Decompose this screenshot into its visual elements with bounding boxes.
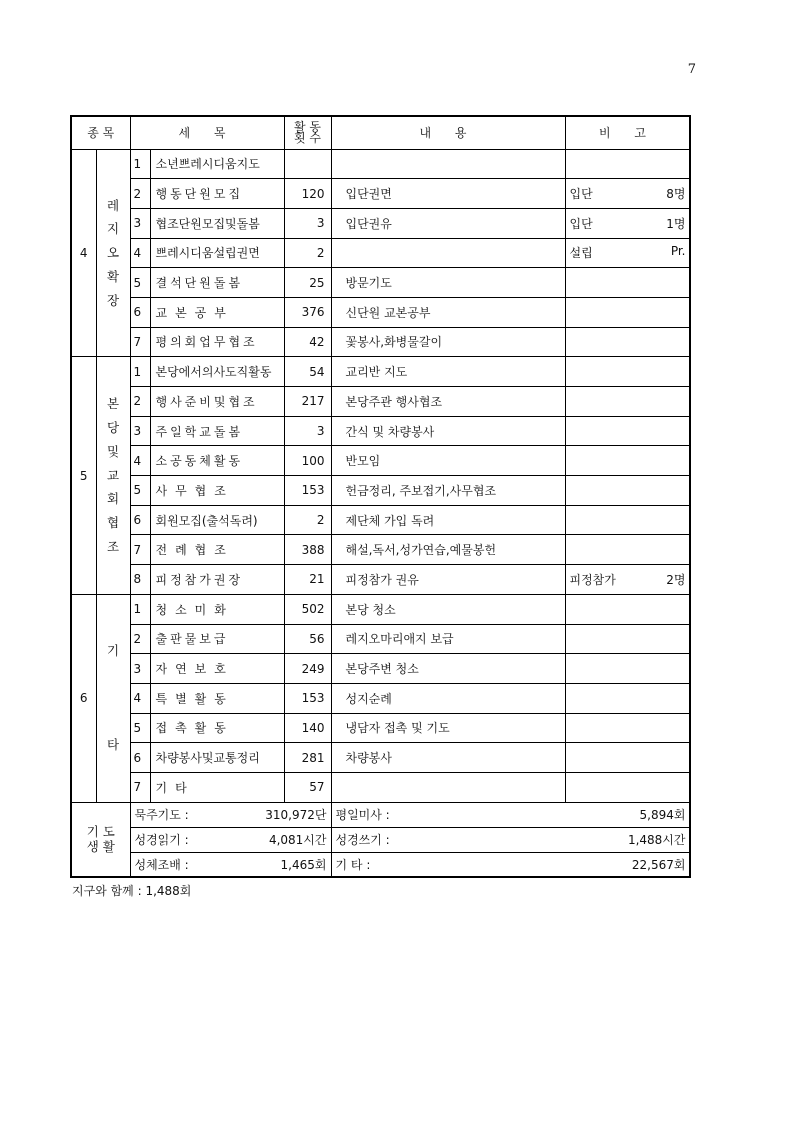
table-row xyxy=(71,179,690,209)
row-note xyxy=(565,772,690,802)
row-count: 2 xyxy=(284,238,331,268)
row-item: 차량봉사및교통정리 xyxy=(150,743,284,773)
row-item: 행동단원모집 xyxy=(150,179,284,209)
table-row xyxy=(71,387,690,417)
row-number: 4 xyxy=(130,446,150,476)
summary-cell xyxy=(331,852,690,877)
row-note xyxy=(565,179,690,209)
row-note xyxy=(565,683,690,713)
note-left: 설립 xyxy=(569,246,593,261)
summary-cell-value: 1,488시간 xyxy=(627,833,686,848)
row-note xyxy=(565,713,690,743)
summary-row xyxy=(71,852,690,877)
row-note xyxy=(565,654,690,684)
summary-label-line: 생 활 xyxy=(86,839,115,855)
table-row xyxy=(71,772,690,802)
row-note-inner xyxy=(570,244,686,261)
row-number: 2 xyxy=(130,624,150,654)
table-row xyxy=(71,446,690,476)
table-row xyxy=(71,268,690,298)
row-note-inner xyxy=(570,185,686,202)
section-label-char: 당 xyxy=(106,420,120,436)
row-number: 6 xyxy=(130,297,150,327)
section-label-char: 본 xyxy=(106,396,120,412)
table-row xyxy=(71,743,690,773)
row-note xyxy=(565,268,690,298)
row-number: 8 xyxy=(130,565,150,595)
table-row xyxy=(71,565,690,595)
row-content: 방문기도 xyxy=(331,268,565,298)
section-label xyxy=(96,149,130,357)
header-note: 비 고 xyxy=(565,116,690,149)
table-row xyxy=(71,238,690,268)
row-number: 6 xyxy=(130,743,150,773)
row-count: 57 xyxy=(284,772,331,802)
table-row xyxy=(71,683,690,713)
summary-cell-inner xyxy=(135,806,327,823)
row-count: 3 xyxy=(284,208,331,238)
row-note xyxy=(565,565,690,595)
section-label-char: 및 xyxy=(106,443,120,459)
section-label-char: 협 xyxy=(106,515,120,531)
section-label-char: 타 xyxy=(106,737,120,753)
section-label-char: 레 xyxy=(106,197,120,213)
summary-cell xyxy=(331,827,690,852)
note-right: 8명 xyxy=(666,187,686,202)
note-left: 입단 xyxy=(569,187,593,202)
header-row xyxy=(71,116,690,149)
row-count: 281 xyxy=(284,743,331,773)
row-note xyxy=(565,387,690,417)
row-note xyxy=(565,297,690,327)
section-label-char: 교 xyxy=(106,467,120,483)
section-label xyxy=(96,357,130,595)
summary-cell xyxy=(130,827,331,852)
row-number: 3 xyxy=(130,654,150,684)
section-label-char: 확 xyxy=(106,268,120,284)
row-count: 153 xyxy=(284,476,331,506)
row-note xyxy=(565,446,690,476)
row-content: 꽃봉사,화병물갈이 xyxy=(331,327,565,357)
row-count: 25 xyxy=(284,268,331,298)
row-item: 청소미화 xyxy=(150,594,284,624)
row-number: 7 xyxy=(130,535,150,565)
row-number: 4 xyxy=(130,683,150,713)
section-label-char: 기 xyxy=(106,643,120,659)
summary-cell-label: 묵주기도 : xyxy=(134,808,189,823)
table-row xyxy=(71,624,690,654)
row-item: 교본공부 xyxy=(150,297,284,327)
row-item: 자연보호 xyxy=(150,654,284,684)
summary-row xyxy=(71,827,690,852)
row-note-inner xyxy=(570,215,686,232)
header-item: 세 목 xyxy=(130,116,284,149)
section-label-char: 조 xyxy=(106,538,120,554)
row-content: 헌금정리, 주보접기,사무협조 xyxy=(331,476,565,506)
table-row xyxy=(71,476,690,506)
summary-row xyxy=(71,802,690,827)
row-content: 해설,독서,성가연습,예물봉헌 xyxy=(331,535,565,565)
row-count: 2 xyxy=(284,505,331,535)
summary-cell-inner xyxy=(336,806,686,823)
row-item: 기타 xyxy=(150,772,284,802)
row-note xyxy=(565,238,690,268)
section-label-char: 회 xyxy=(106,491,120,507)
row-number: 7 xyxy=(130,772,150,802)
row-count: 249 xyxy=(284,654,331,684)
row-item: 피정참가권장 xyxy=(150,565,284,595)
summary-cell xyxy=(130,852,331,877)
summary-cell xyxy=(331,802,690,827)
note-left: 피정참가 xyxy=(569,572,616,587)
summary-cell xyxy=(130,802,331,827)
row-count: 3 xyxy=(284,416,331,446)
row-note xyxy=(565,594,690,624)
row-note xyxy=(565,535,690,565)
summary-cell-value: 1,465회 xyxy=(280,857,327,872)
row-content: 본당 청소 xyxy=(331,594,565,624)
row-count xyxy=(284,149,331,179)
row-count: 42 xyxy=(284,327,331,357)
summary-cell-inner xyxy=(135,831,327,848)
row-note xyxy=(565,476,690,506)
row-count: 140 xyxy=(284,713,331,743)
summary-cell-value: 22,567회 xyxy=(631,857,686,872)
row-note xyxy=(565,357,690,387)
row-note-inner xyxy=(570,571,686,588)
summary-cell-label: 성경읽기 : xyxy=(134,833,189,848)
row-content: 신단원 교본공부 xyxy=(331,297,565,327)
note-left: 입단 xyxy=(569,216,593,231)
section-label-char: 지 xyxy=(106,221,120,237)
row-note xyxy=(565,624,690,654)
row-item: 소공동체활동 xyxy=(150,446,284,476)
note-right: Pr. xyxy=(670,244,686,259)
row-content: 냉담자 접촉 및 기도 xyxy=(331,713,565,743)
row-number: 6 xyxy=(130,505,150,535)
note-right: 1명 xyxy=(666,216,686,231)
row-content xyxy=(331,772,565,802)
row-count: 100 xyxy=(284,446,331,476)
activity-report-table xyxy=(70,115,691,878)
table-row xyxy=(71,594,690,624)
header-content: 내 용 xyxy=(331,116,565,149)
section-label-char: 장 xyxy=(106,292,120,308)
header-count-line1: 활 동 xyxy=(294,119,321,134)
summary-cell-inner xyxy=(336,856,686,873)
row-content: 피정참가 권유 xyxy=(331,565,565,595)
header-count-line2: 횟 수 xyxy=(294,130,321,145)
row-count: 120 xyxy=(284,179,331,209)
table-row xyxy=(71,535,690,565)
header-count xyxy=(284,116,331,149)
row-note xyxy=(565,327,690,357)
row-item: 결석단원돌봄 xyxy=(150,268,284,298)
row-content xyxy=(331,238,565,268)
row-content: 본당주변 청소 xyxy=(331,654,565,684)
row-item: 접촉활동 xyxy=(150,713,284,743)
table-row xyxy=(71,327,690,357)
table-row xyxy=(71,505,690,535)
row-count: 376 xyxy=(284,297,331,327)
summary-cell-label: 기 타 : xyxy=(335,857,371,872)
row-number: 5 xyxy=(130,476,150,506)
page-number: 7 xyxy=(687,62,696,77)
row-content: 입단권유 xyxy=(331,208,565,238)
summary-cell-inner xyxy=(135,856,327,873)
row-item: 출판물보급 xyxy=(150,624,284,654)
footer-note: 지구와 함께 : 1,488회 xyxy=(72,884,192,898)
row-item: 전례협조 xyxy=(150,535,284,565)
row-item: 본당에서의사도직활동 xyxy=(150,357,284,387)
summary-cell-value: 310,972단 xyxy=(265,808,327,823)
row-note xyxy=(565,149,690,179)
row-content: 반모임 xyxy=(331,446,565,476)
section-label xyxy=(96,594,130,802)
row-number: 2 xyxy=(130,387,150,417)
row-count: 217 xyxy=(284,387,331,417)
section-number: 4 xyxy=(71,149,96,357)
row-number: 2 xyxy=(130,179,150,209)
row-note xyxy=(565,505,690,535)
row-content: 간식 및 차량봉사 xyxy=(331,416,565,446)
row-note xyxy=(565,743,690,773)
row-item: 회원모집(출석독려) xyxy=(150,505,284,535)
row-count: 502 xyxy=(284,594,331,624)
summary-cell-value: 4,081시간 xyxy=(268,833,327,848)
summary-cell-value: 5,894회 xyxy=(639,808,686,823)
row-number: 7 xyxy=(130,327,150,357)
row-number: 1 xyxy=(130,357,150,387)
summary-label xyxy=(71,802,130,877)
row-content: 교리반 지도 xyxy=(331,357,565,387)
row-count: 56 xyxy=(284,624,331,654)
row-number: 4 xyxy=(130,238,150,268)
row-content: 본당주관 행사협조 xyxy=(331,387,565,417)
row-content: 차량봉사 xyxy=(331,743,565,773)
row-note xyxy=(565,416,690,446)
table-row xyxy=(71,654,690,684)
row-number: 3 xyxy=(130,416,150,446)
row-count: 153 xyxy=(284,683,331,713)
row-item: 사무협조 xyxy=(150,476,284,506)
table-row xyxy=(71,149,690,179)
row-item: 주일학교돌봄 xyxy=(150,416,284,446)
summary-cell-inner xyxy=(336,831,686,848)
row-content: 레지오마리애지 보급 xyxy=(331,624,565,654)
table-row xyxy=(71,208,690,238)
row-item: 특별활동 xyxy=(150,683,284,713)
summary-label-line: 기 도 xyxy=(86,824,115,840)
summary-cell-label: 평일미사 : xyxy=(335,808,390,823)
summary-cell-label: 성경쓰기 : xyxy=(335,833,390,848)
row-content: 제단체 가입 독려 xyxy=(331,505,565,535)
row-note xyxy=(565,208,690,238)
section-number: 5 xyxy=(71,357,96,595)
note-right: 2명 xyxy=(666,572,686,587)
row-number: 3 xyxy=(130,208,150,238)
summary-cell-label: 성체조배 : xyxy=(134,857,189,872)
header-category: 종 목 xyxy=(71,116,130,149)
row-count: 54 xyxy=(284,357,331,387)
row-number: 5 xyxy=(130,713,150,743)
row-item: 협조단원모집및돌봄 xyxy=(150,208,284,238)
row-content: 성지순례 xyxy=(331,683,565,713)
row-number: 1 xyxy=(130,594,150,624)
row-item: 소년쁘레시디움지도 xyxy=(150,149,284,179)
section-number: 6 xyxy=(71,594,96,802)
table-row xyxy=(71,297,690,327)
section-label-char: 오 xyxy=(106,245,120,261)
row-item: 행사준비및협조 xyxy=(150,387,284,417)
row-count: 21 xyxy=(284,565,331,595)
row-content: 입단권면 xyxy=(331,179,565,209)
table-row xyxy=(71,416,690,446)
row-content xyxy=(331,149,565,179)
row-item: 쁘레시디움설립권면 xyxy=(150,238,284,268)
table-row xyxy=(71,713,690,743)
row-number: 1 xyxy=(130,149,150,179)
row-number: 5 xyxy=(130,268,150,298)
row-count: 388 xyxy=(284,535,331,565)
row-item: 평의회업무협조 xyxy=(150,327,284,357)
table-row xyxy=(71,357,690,387)
